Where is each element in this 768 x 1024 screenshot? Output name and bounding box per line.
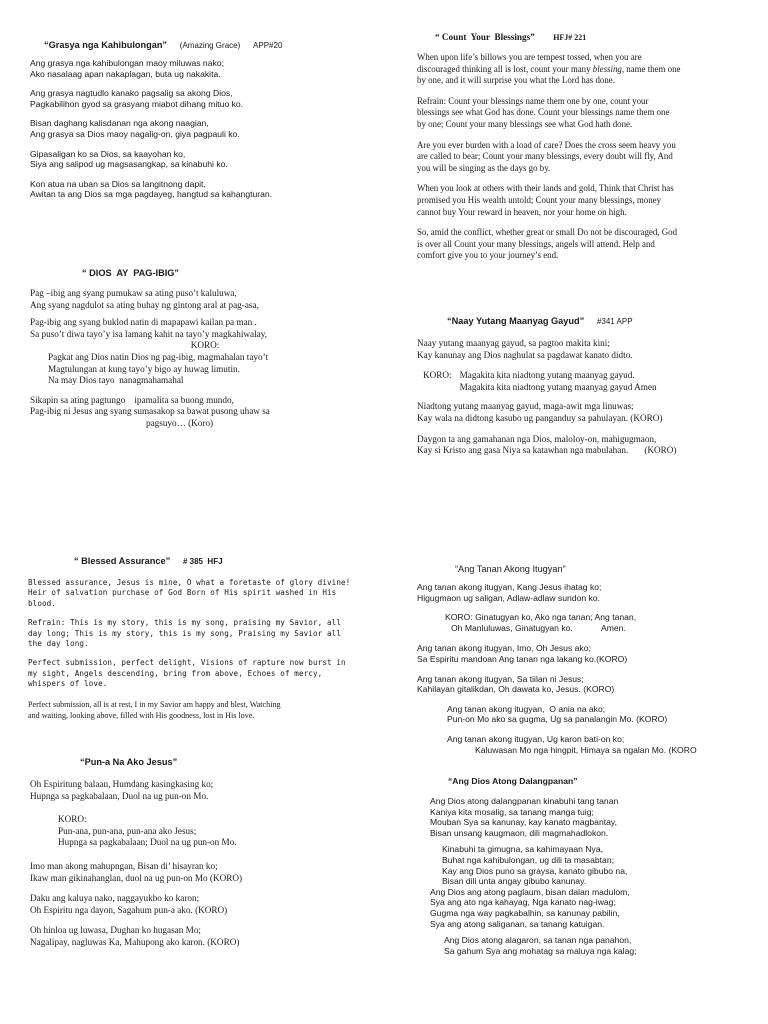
dalangpanan-stanza: Ang Dios atong alagaron, sa tanan nga panahon, Sa gahum Sya ang mohatag sa maluya nga kalag; xyxy=(444,935,637,956)
song-ang-tanan-akong-itugyan xyxy=(417,564,757,755)
tanan-title: “Ang Tanan Akong Itugyan” xyxy=(455,564,566,574)
count-refrain: Refrain: Count your blessings name them one by one, count your blessings see what God has done. Count your blessings name them one by one; Count your many blessings see what God hath done. xyxy=(417,95,670,129)
puna-koro: Pun-ana, pun-ana, pun-ana ako Jesus; Hupnga sa pagkabalaan; Duol na ug pun-on Mo. xyxy=(58,825,237,848)
naay-verse: Daygon ta ang gamahanan nga Dios, maloloy-on, mahigugmaon, Kay si Kristo ang gasa Niya sa katawhan nga mabulahan. (KORO) xyxy=(417,433,677,456)
grasya-stanza: Ang grasya nagtudlo kanako pagsalig sa akong Dios, Pagkabilihon gyod sa grasyang miabot dihang mituo ko. xyxy=(30,88,244,109)
naay-koro-label: KORO: xyxy=(423,370,452,381)
dios-koro-label: KORO: xyxy=(190,340,220,351)
blessed-para: Perfect submission, perfect delight, Visions of rapture now burst in my sight, Angels descending, bring from above, Echoes of mercy, whispers of love. xyxy=(28,658,346,689)
dios-title: “ DIOS AY PAG-IBIG” xyxy=(82,268,179,278)
tanan-verse: Ang tanan akong itugyan, Imo, Oh Jesus ako; Sa Espiritu mandoan Ang tanan nga lakang ko.(KORO) xyxy=(417,643,628,664)
blessed-ref: # 385 HFJ xyxy=(182,557,223,566)
puna-verse: Daku ang kaluya nako, naggayukbo ko karon; Oh Espiritu nga dayon, Sagahum pun-a ako. (KORO) xyxy=(30,893,228,915)
naay-ref: #341 APP xyxy=(596,317,633,326)
dalangpanan-stanza: Ang Dios atong dalangpanan kinabuhi tang tanan Kaniya kita mosalig, sa tanang manga tuig; Mouban Sya sa kanunay, kay kanato magbantay, Bisan unsang kaugmaon, dili magmahadlokon. xyxy=(430,796,619,838)
dios-verse: Pag –ibig ang syang pumukaw sa ating puso’t kaluluwa, Ang syang nagdulot sa ating buhay ng gintong aral at pag-asa, xyxy=(30,288,259,310)
song-count-your-blessings xyxy=(417,32,757,271)
blessed-para: Refrain: This is my story, this is my song, praising my Savior, all day long; This is my story, this is my song, Praising my Savior all the day long. xyxy=(28,618,342,649)
grasya-subtitle: (Amazing Grace) xyxy=(179,41,241,50)
dios-verse-end: pagsuyo… (Koro) xyxy=(146,417,214,428)
song-dios-ay-pag-ibig xyxy=(30,268,380,430)
naay-koro-lines: Magakita kita niadtong yutang maanyag gayud. Magakita kita niadtong yutang maanyag gayud Amen xyxy=(459,370,657,392)
count-title-row xyxy=(435,32,757,42)
puna-verse: Imo man akong mahupngan, Bisan di’ hisayran ko; Ikaw man gikinahanglan, duol na ug pun-on Mo (KORO) xyxy=(30,860,243,883)
tanan-verse: Kaluwasan Mo nga hingpit, Himaya sa ngalan Mo. (KORO xyxy=(475,744,697,755)
dalangpanan-stanza: Kinabuhi ta gimugna, sa kahimayaan Nya, Buhat nga kahibulongan, ug dili ta masabtan; Kay ang Dios puno sa graysa, kanato gibubo na, Bisan dili unta angay gibubo kanunay. xyxy=(442,844,628,887)
song-blessed-assurance xyxy=(28,556,358,721)
count-title: “ Count Your Blessings” xyxy=(435,32,535,42)
grasya-stanza: Gipasaligan ko sa Dios, sa kaayohan ko, Siya ang salipod ug magsasangkap, sa kinabuhi ko. xyxy=(30,148,228,170)
song-grasya xyxy=(30,40,380,209)
blessed-title: “ Blessed Assurance” xyxy=(74,556,171,566)
grasya-stanza: Ang grasya nga kahibulongan maoy miluwas nako; Ako nasalaag apan nakaplagan, buta ug nakakita. xyxy=(30,58,224,79)
naay-koro xyxy=(423,370,757,393)
tanan-koro: Oh Manluluwas, Ginatugyan ko. Amen. xyxy=(451,622,626,633)
count-para: When upon life’s billows you are tempest tossed, when you are discouraged thinking all is lost, count your many blessing, name them one by one, and it will surprise you what the Lord has done. xyxy=(417,52,681,86)
song-puna-na-ako-jesus xyxy=(30,757,360,958)
dalangpanan-stanza: Ang Dios ang atong paglaum, bisan dalan madulom, Sya ang ato nga kahayag, Nga kanato nag-iwag; Gugma nga way pagkabalhin, sa kanunay pabilin, Sya ang atong saliganan, sa tanang katuigan. xyxy=(430,886,630,929)
puna-title: “Pun-a Na Ako Jesus” xyxy=(80,757,178,767)
naay-title: “Naay Yutang Maanyag Gayud” xyxy=(447,316,585,326)
puna-verse: Oh hinloa ug luwasa, Dughan ko hugasan Mo; Nagalipay, nagluwas Ka, Mahupong ako karon. (KORO) xyxy=(30,925,240,947)
tanan-koro: KORO: Ginatugyan ko, Ako nga tanan; Ang tanan, xyxy=(445,612,637,623)
tanan-verse: Ang tanan akong itugyan, Sa tiilan ni Jesus; Kahilayan gitalikdan, Oh dawata ko, Jesus. (KORO) xyxy=(417,673,615,695)
tanan-verse: Ang tanan akong itugyan, O ania na ako; Pun-on Mo ako sa gugma, Ug sa panalangin Mo. (KORO) xyxy=(447,703,668,725)
blessed-para: Perfect submission, all is at rest, I in my Savior am happy and blest, Watching and waiting, looking above, filled with His goodness, lost in His love. xyxy=(28,699,281,720)
song-ang-dios-atong-dalangpanan xyxy=(430,776,760,956)
dios-koro: Pagkat ang Dios natin Dios ng pag-ibig, magmahalan tayo’t Magtulungan at kung tayo’y bigo ay huwag limutin. Na may Dios tayo nanagmahamahal xyxy=(48,351,269,386)
puna-koro-label: KORO: xyxy=(58,814,87,825)
dios-verse: Sikapin sa ating pagtungo ipamalita sa buong mundo, Pag-ibig ni Jesus ang syang sumasakop sa bawat pusong uhaw sa xyxy=(30,394,270,417)
count-para: Are you ever burden with a load of care? Does the cross seem heavy you are called to bear; Count your many blessings, every doubt will fly, And you will be singing as the days go by. xyxy=(417,139,676,173)
grasya-title: “Grasya nga Kahibulongan” xyxy=(44,40,168,50)
tanan-verse: Ang tanan akong itugyan, Ug karon bati-on ko; xyxy=(447,733,625,744)
grasya-stanza: Kon atua na uban sa Dios sa langitnong dapit, Awitan ta ang Dios sa mga pagdayeg, hangtud sa kahangturan. xyxy=(30,178,273,200)
dalangpanan-title: “Ang Dios Atong Dalangpanan” xyxy=(448,776,578,786)
puna-verse: Oh Espiritung balaan, Humdang kasingkasing ko; Hupnga sa pagkabalaan, Duol na ug pun-on Mo. xyxy=(30,779,214,801)
tanan-verse: Ang tanan akong itugyan, Kang Jesus ihatag ko; Higugmaon ug saligan, Adlaw-adlaw sundon ko. xyxy=(417,582,602,603)
grasya-stanza: Bisan daghang kalisdanan nga akong naagian, Ang grasya sa Dios maoy nagalig-on, giya pagpauli ko. xyxy=(30,118,240,139)
naay-verse: Naay yutang maanyag gayud, sa pagtoo makita kini; Kay kanunay ang Dios naghulat sa pagdawat kanato didto. xyxy=(417,338,633,360)
count-ref: HFJ# 221 xyxy=(553,33,587,42)
grasya-ref: APP#20 xyxy=(253,41,283,50)
song-naay-yutang-maanyag xyxy=(417,316,757,457)
dios-verse: Pag-ibig ang syang buklod natin di mapapawi kailan pa man . Sa puso’t diwa tayo’y isa lamang kahit na tayo’y magkahiwalay, xyxy=(30,317,268,339)
blessed-para: Blessed assurance, Jesus is mine, O what a foretaste of glory divine! Heir of salvation purchase of God Born of His spirit washed in His blood. xyxy=(28,578,351,608)
count-para: So, amid the conflict, whether great or small Do not be discouraged, God is over all Count your many blessings, angels will attend. Help and comfort give you to your journey’s end. xyxy=(417,227,678,261)
naay-title-row xyxy=(447,316,757,326)
count-para: When you look at others with their lands and gold, Think that Christ has promised you His wealth untold; Count your many blessings, money cannot buy Your reward in heaven, nor your home on high. xyxy=(417,183,674,217)
blessed-title-row xyxy=(74,556,358,566)
song-title xyxy=(44,40,380,50)
naay-verse: Niadtong yutang maanyag gayud, maga-awit mga linuwas; Kay wala na didtong kasubo ug panganduy sa pahulayan. (KORO) xyxy=(417,401,663,423)
